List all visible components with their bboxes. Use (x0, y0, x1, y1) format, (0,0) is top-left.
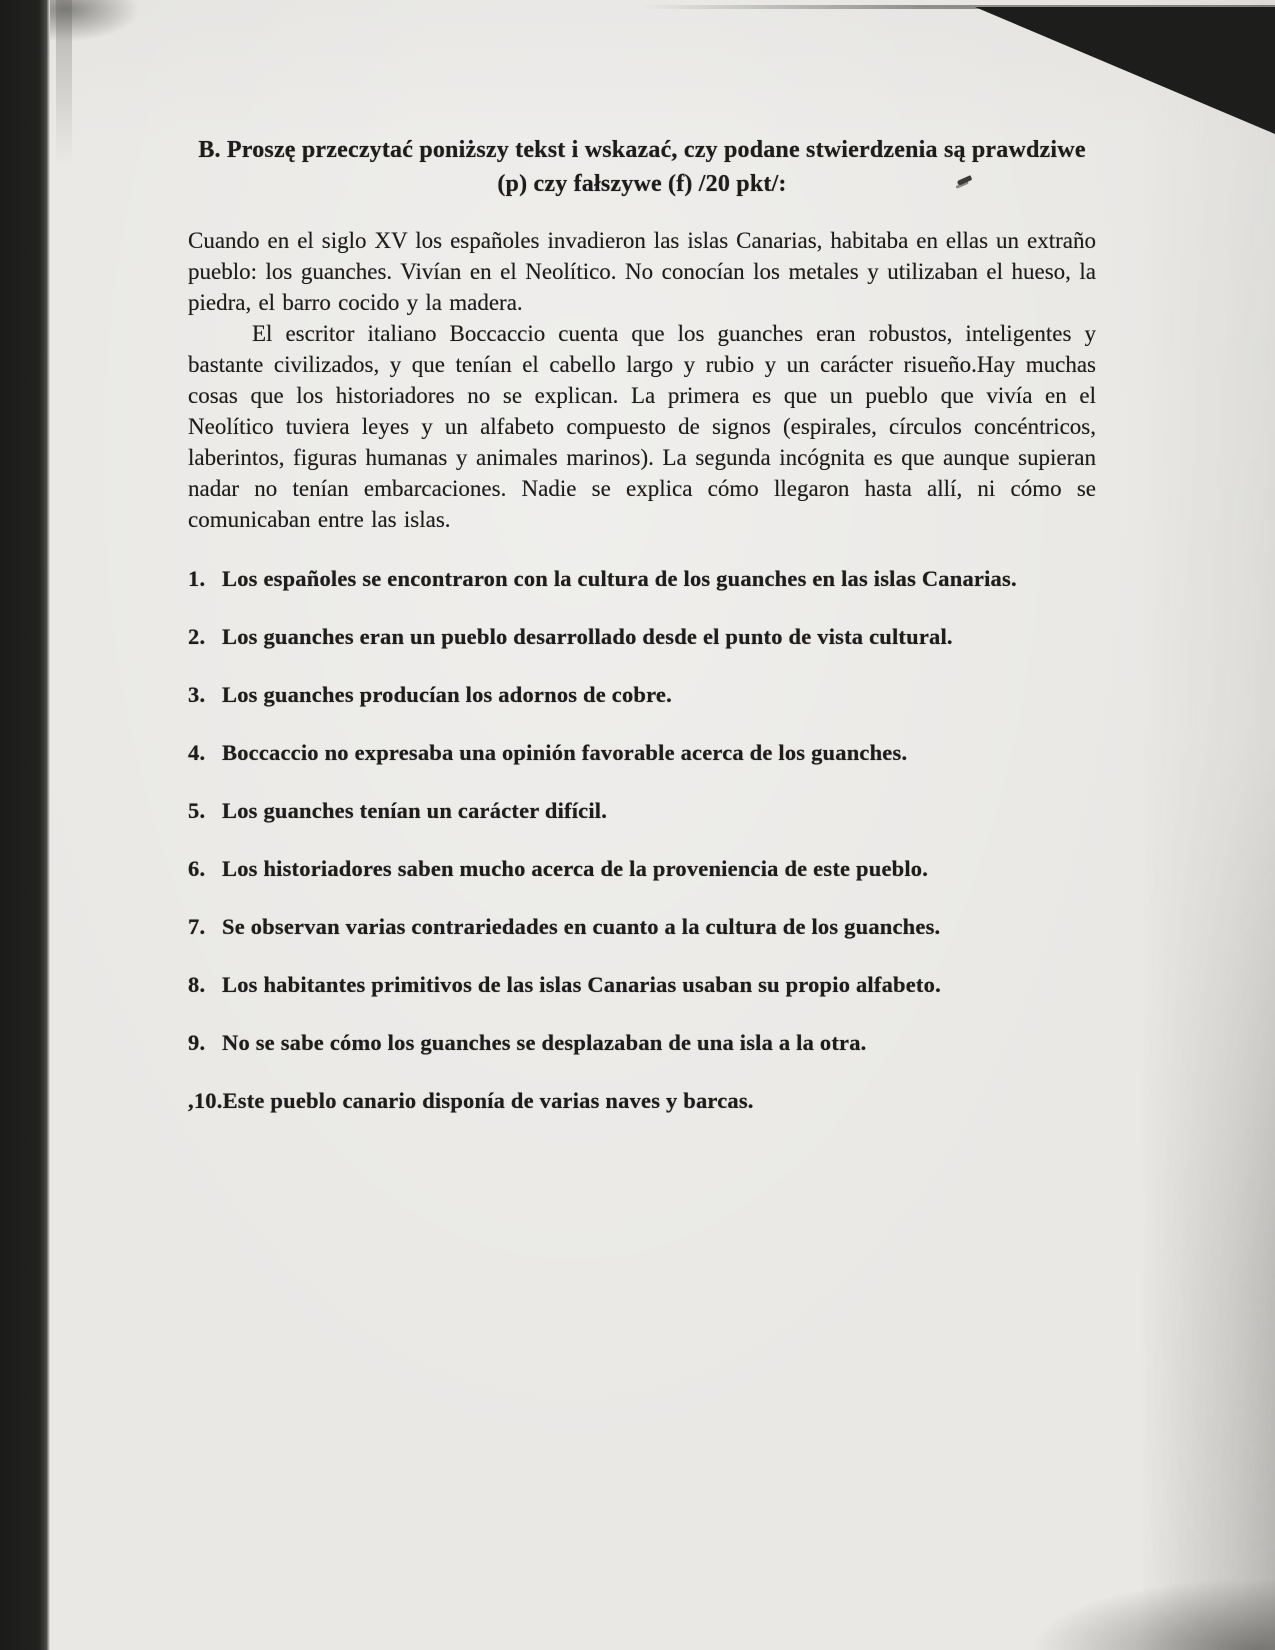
statement-text: Boccaccio no expresaba una opinión favorable acerca de los guanches. (222, 740, 908, 765)
reading-text (188, 225, 1096, 535)
scan-streak-left (56, 0, 72, 180)
statement-text: Los guanches tenían un carácter difícil. (222, 798, 608, 823)
reading-paragraph-1: Cuando en el siglo XV los españoles invadieron las islas Canarias, habitaba en ellas un extraño pueblo: los guanches. Vivían en el Neolítico. No conocían los metales y utilizaban el hueso, la piedra, el barro cocido y la madera. (188, 228, 1096, 315)
statement-row (188, 563, 1096, 594)
statement-row (188, 969, 1096, 1000)
statement-number: 5. (188, 798, 206, 823)
statement-text: Los guanches producían los adornos de cobre. (222, 682, 672, 707)
statement-number: 9. (188, 1030, 206, 1055)
statement-text: Los historiadores saben mucho acerca de la proveniencia de este pueblo. (222, 856, 929, 881)
statement-row (188, 1085, 1096, 1116)
scan-black-corner-fold (975, 7, 1275, 134)
statements-list (188, 563, 1096, 1116)
statement-number: 4. (188, 740, 206, 765)
statement-row (188, 911, 1096, 942)
statement-number: 2. (188, 624, 206, 649)
document-content (188, 133, 1096, 1143)
statement-row (188, 737, 1096, 768)
scan-shadow-right (1140, 0, 1275, 1650)
statement-row (188, 795, 1096, 826)
statement-row (188, 853, 1096, 884)
statement-row (188, 679, 1096, 710)
scan-black-edge-left (0, 0, 50, 1650)
exercise-header-line2: (p) czy fałszywe (f) /20 pkt/: (497, 171, 787, 197)
statement-row (188, 1027, 1096, 1058)
exercise-header-line1: B. Proszę przeczytać poniższy tekst i wskazać, czy podane stwierdzenia są prawdziwe (198, 137, 1086, 163)
statement-number: 6. (188, 856, 206, 881)
statement-number: 7. (188, 914, 206, 939)
statement-number: ,10. (188, 1088, 223, 1113)
statement-text: Los habitantes primitivos de las islas Canarias usaban su propio alfabeto. (222, 972, 941, 997)
statement-text: Los españoles se encontraron con la cultura de los guanches en las islas Canarias. (222, 566, 1017, 591)
statement-number: 3. (188, 682, 206, 707)
statement-number: 8. (188, 972, 206, 997)
exercise-header (188, 133, 1096, 201)
statement-text: Los guanches eran un pueblo desarrollado desde el punto de vista cultural. (222, 624, 953, 649)
reading-paragraph-2: El escritor italiano Boccaccio cuenta que los guanches eran robustos, inteligentes y bastante civilizados, y que tenían el cabello largo y rubio y un carácter risueño.Hay muchas cosas que los historiadores no se explican. La primera es que un pueblo que vivía en el Neolítico tuviera leyes y un alfabeto compuesto de signos (espirales, círculos concéntricos, laberintos, figuras humanas y animales marinos). La segunda incógnita es que aunque supieran nadar no tenían embarcaciones. Nadie se explica cómo llegaron hasta allí, ni cómo se comunicaban entre las islas. (188, 321, 1096, 532)
statement-number: 1. (188, 566, 206, 591)
statement-text: Se observan varias contrariedades en cuanto a la cultura de los guanches. (222, 914, 941, 939)
statement-text: Este pueblo canario disponía de varias naves y barcas. (222, 1088, 754, 1113)
statement-row (188, 621, 1096, 652)
statement-text: No se sabe cómo los guanches se desplazaban de una isla a la otra. (222, 1030, 867, 1055)
scan-smudge-bottom-right (1035, 1580, 1275, 1650)
